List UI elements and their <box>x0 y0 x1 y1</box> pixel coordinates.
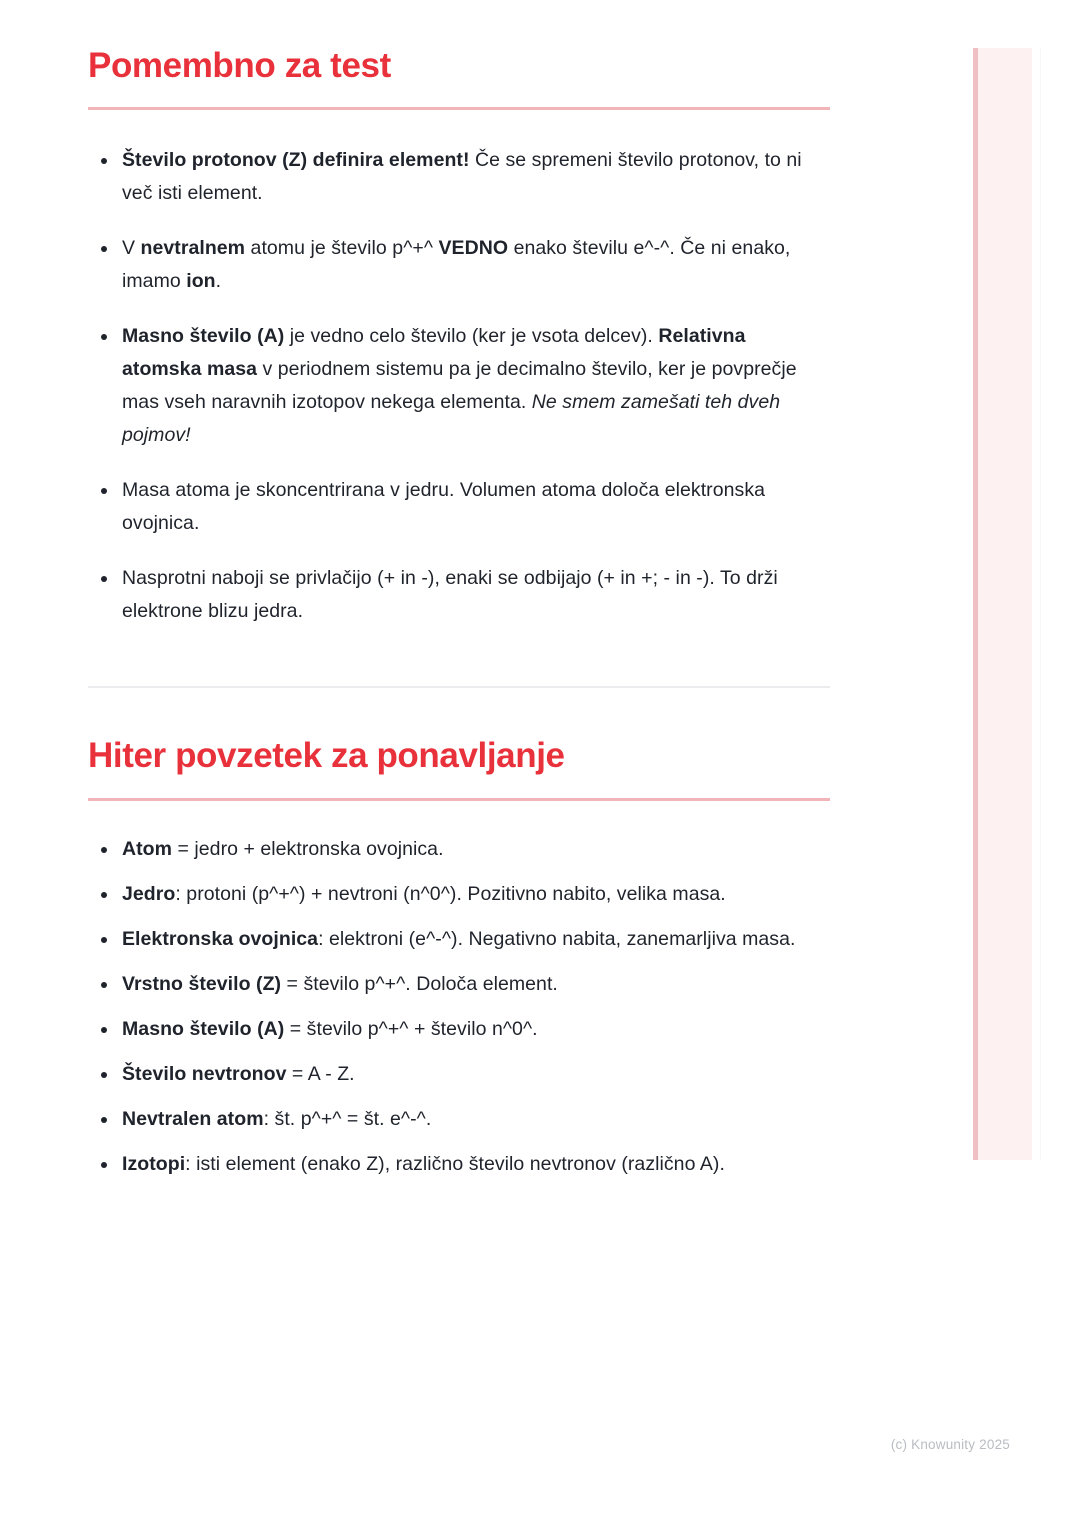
bold-term: Relativna atomska masa <box>122 325 746 381</box>
text-run: : isti element (enako Z), različno število nevtronov (različno A). <box>185 1152 725 1175</box>
bold-term: Število protonov (Z) definira element! <box>122 149 470 172</box>
list-item <box>88 1013 830 1046</box>
text-run: Če se spremeni število protonov, to ni več isti element. <box>122 149 802 205</box>
bold-term: Nevtralen atom <box>122 1107 264 1130</box>
bold-term: Vrstno število (Z) <box>122 972 282 995</box>
list-item <box>88 144 830 210</box>
decorative-side-stripe <box>973 48 1032 1160</box>
bold-term: VEDNO <box>438 237 509 260</box>
text-run: v periodnem sistemu pa je decimalno število, ker je povprečje mas vseh naravnih izotopov nekega elementa. <box>122 358 797 414</box>
bold-term: Elektronska ovojnica <box>122 927 319 950</box>
text-run: = A - Z. <box>286 1062 355 1085</box>
text-run: je vedno celo število (ker je vsota delcev). <box>284 325 659 348</box>
list-item <box>88 232 830 298</box>
text-run: atomu je število p^+^ <box>245 237 439 260</box>
text-run: : št. p^+^ = št. e^-^. <box>263 1107 432 1130</box>
text-run: : elektroni (e^-^). Negativno nabita, zanemarljiva masa. <box>318 927 796 950</box>
text-run: = število p^+^. Določa element. <box>281 972 558 995</box>
list-item <box>88 968 830 1001</box>
text-run: . <box>215 270 222 293</box>
bold-term: Masno število (A) <box>122 325 285 348</box>
bold-term: nevtralnem <box>140 237 246 260</box>
page-title: Pomembno za test <box>88 46 391 85</box>
notes-list-summary <box>88 833 830 1181</box>
section-hiter-povzetek <box>88 736 830 1180</box>
heading-underline-rule <box>88 107 830 110</box>
text-run: = število p^+^ + število n^0^. <box>284 1017 538 1040</box>
spacer <box>88 688 830 736</box>
bold-term: Masno število (A) <box>122 1017 285 1040</box>
list-item <box>88 833 830 866</box>
document-content <box>88 46 830 1181</box>
section-pomembno-za-test <box>88 46 830 628</box>
bold-term: Atom <box>122 837 173 860</box>
decorative-side-stripe-edge <box>1032 48 1041 1160</box>
text-run: enako številu e^-^. Če ni enako, imamo <box>122 237 791 293</box>
text-run: V <box>122 237 141 260</box>
copyright-footer: (c) Knowunity 2025 <box>890 1437 1010 1452</box>
text-run: = jedro + elektronska ovojnica. <box>172 837 444 860</box>
text-run: Masa atoma je skoncentrirana v jedru. Volumen atoma določa elektronska ovojnica. <box>122 479 766 535</box>
bold-term: Izotopi <box>122 1152 186 1175</box>
list-item <box>88 878 830 911</box>
bold-term: ion <box>186 270 216 293</box>
list-item <box>88 1103 830 1136</box>
list-item <box>88 562 830 628</box>
italic-note: Ne smem zamešati teh dveh pojmov! <box>122 391 781 447</box>
text-run: Nasprotni naboji se privlačijo (+ in -), enaki se odbijajo (+ in +; - in -). To drži elektrone blizu jedra. <box>122 567 778 623</box>
notes-list-important <box>88 144 830 628</box>
spacer <box>88 628 830 686</box>
list-item <box>88 1058 830 1091</box>
list-item <box>88 923 830 956</box>
section-title-summary: Hiter povzetek za ponavljanje <box>88 736 565 776</box>
bold-term: Jedro <box>122 882 176 905</box>
bold-term: Število nevtronov <box>122 1062 287 1085</box>
list-item <box>88 1148 830 1181</box>
list-item <box>88 320 830 452</box>
text-run: : protoni (p^+^) + nevtroni (n^0^). Pozitivno nabito, velika masa. <box>175 882 726 905</box>
list-item <box>88 474 830 540</box>
